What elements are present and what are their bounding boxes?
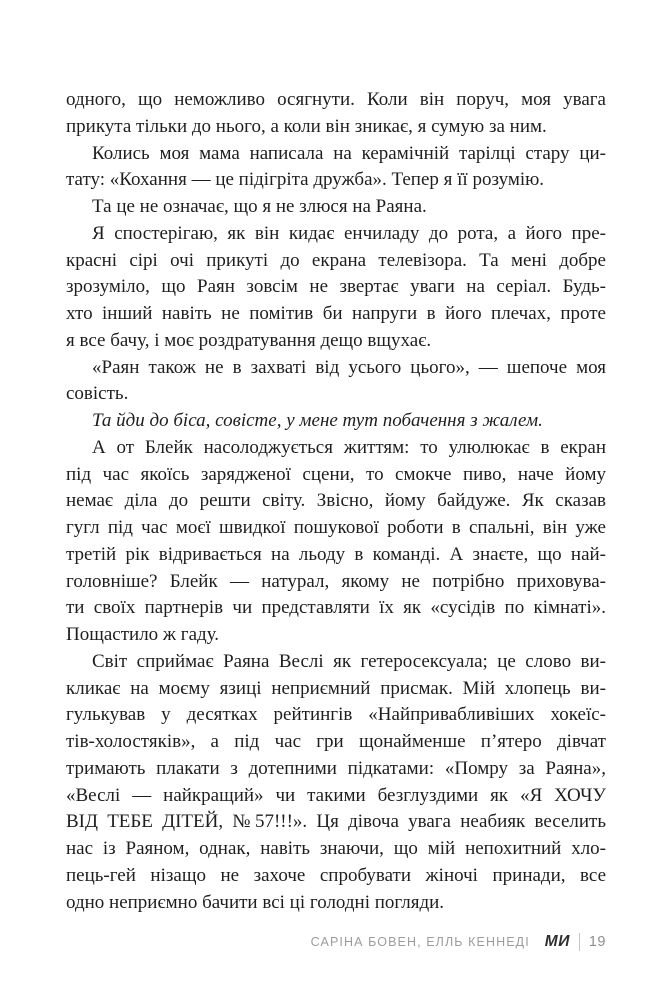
text-line: під час якоїсь зарядженої сцени, то смокче пиво, наче йому xyxy=(66,463,606,485)
text-line: ти своїх партнерів чи представляти їх як «сусідів по кімнаті». xyxy=(66,597,606,619)
text-line: одно неприємно бачити всі ці голодні погляди. xyxy=(66,891,445,913)
text-line: Та це не означає, що я не злюся на Раяна. xyxy=(92,196,427,217)
text-line: нас із Раяном, однак, навіть знаючи, що мій непохитний хло- xyxy=(66,838,606,859)
text-line: тату: «Кохання — це підігріта дружба». Тепер я її розумію. xyxy=(66,169,545,191)
text-line: ВІД ТЕБЕ ДІТЕЙ, №57!!!». Ця дівоча увага неабияк веселить xyxy=(66,811,606,833)
text-line: тів-холостяків», а під час гри щонайменше п’ятеро дівчат xyxy=(66,731,606,752)
text-line: красні сірі очі прикуті до екрана телевізора. Та мені добре xyxy=(66,249,606,271)
text-line: Світ сприймає Раяна Веслі як гетеросексуала; це слово ви- xyxy=(92,650,606,672)
text-line: Пощастило ж гаду. xyxy=(66,624,220,645)
text-line: «Раян також не в захваті від усього цього», — шепоче моя xyxy=(92,356,606,378)
text-line: одного, що неможливо осягнути. Коли він поруч, моя увага xyxy=(66,89,606,110)
text-line: А от Блейк насолоджується життям: то улюлюкає в екран xyxy=(92,436,606,458)
footer-book-title: МИ xyxy=(544,933,570,950)
text-line: гугл під час моєї швидкої пошукової роботи в спальні, він уже xyxy=(66,517,606,538)
text-line: тримають плакати з дотепними підкатами: «Помру за Раяна», xyxy=(66,757,606,779)
footer-authors: САРІНА БОВЕН, ЕЛЛЬ КЕННЕДІ xyxy=(310,935,530,949)
text-line: немає діла до решти світу. Звісно, йому байдуже. Як сказав xyxy=(66,490,606,512)
text-line: совість. xyxy=(66,383,129,405)
footer-page-number: 19 xyxy=(588,934,606,950)
text-line: пець-гей нізащо не захоче спробувати жіночі принади, все xyxy=(66,864,606,886)
text-line: хто інший навіть не помітив би напруги в його плечах, проте xyxy=(66,303,606,324)
text-line: гулькував у десятках рейтингів «Найпривабливіших хокеїс- xyxy=(66,704,606,726)
text-line: головніше? Блейк — натурал, якому не потрібно приховува- xyxy=(66,570,606,592)
text-line: Колись моя мама написала на керамічній тарілці стару ци- xyxy=(92,142,606,164)
text-line: Та йди до біса, совісте, у мене тут побачення з жалем. xyxy=(92,410,543,431)
text-line: я все бачу, і моє роздратування дещо вщухає. xyxy=(66,329,432,351)
text-line: Я спостерігаю, як він кидає енчиладу до рота, а його пре- xyxy=(92,222,606,244)
page-text xyxy=(66,87,606,916)
footer-divider xyxy=(579,933,580,951)
text-line: третій рік відривається на льоду в команді. А знаєте, що най- xyxy=(66,543,606,565)
text-line: кликає на моєму язиці неприємний присмак. Мій хлопець ви- xyxy=(66,677,606,699)
text-line: зрозуміло, що Раян зовсім не звертає уваги на серіал. Будь- xyxy=(66,276,606,298)
text-line: «Веслі — найкращий» чи такими безглуздими як «Я ХОЧУ xyxy=(66,784,606,806)
page-footer xyxy=(311,933,606,951)
text-line: прикута тільки до нього, а коли він зникає, я сумую за ним. xyxy=(66,115,547,137)
